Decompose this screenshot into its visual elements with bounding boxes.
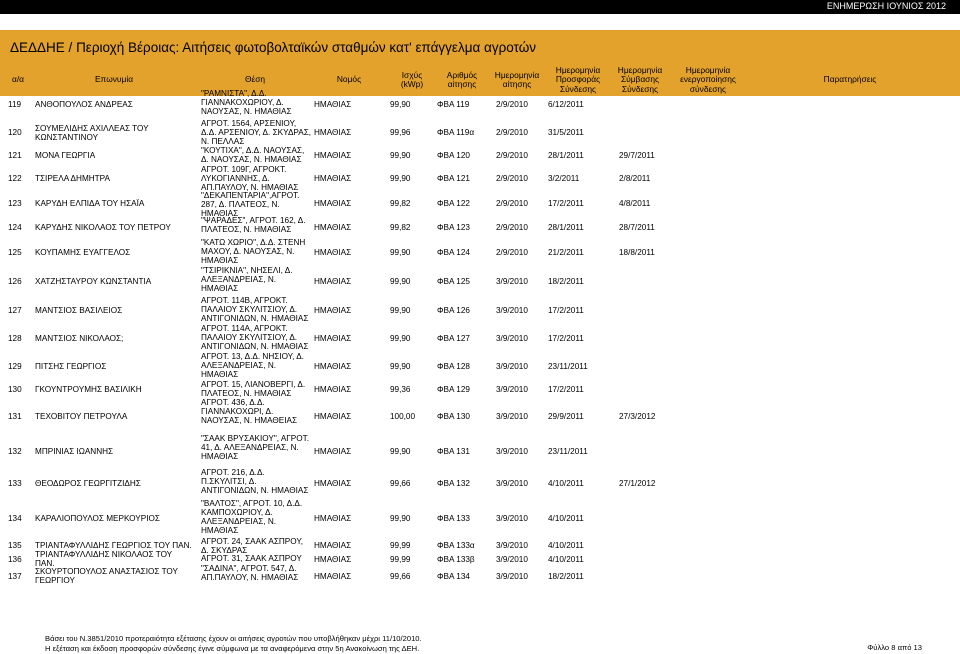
position-cell: ΑΓΡΟΤ. 1564, ΑΡΣΕΝΙΟΥ, Δ.Δ. ΑΡΣΕΝΙΟΥ, Δ. ΣΚΥΔΡΑΣ, Ν. ΠΕΛΛΑΣ — [201, 119, 312, 146]
power-cell: 99,90 — [390, 276, 411, 286]
offer-date-cell: 18/2/2011 — [548, 571, 584, 581]
offer-date-cell: 23/11/2011 — [548, 361, 588, 371]
name-cell: ΚΑΡΥΔΗ ΕΛΠΙΔΑ ΤΟΥ ΗΣΑΪΑ — [35, 199, 145, 209]
power-cell: 100,00 — [390, 411, 416, 421]
prefecture-cell: ΗΜΑΘΙΑΣ — [314, 199, 352, 209]
app-number-cell: ΦΒΑ 119 — [437, 99, 470, 109]
aa-cell: 129 — [8, 361, 22, 371]
position-cell: "ΚΟΥΤΙΧΑ", Δ.Δ. ΝΑΟΥΣΑΣ, Δ. ΝΑΟΥΣΑΣ, Ν. ΗΜΑΘΙΑΣ — [201, 146, 305, 164]
app-date-cell: 3/9/2010 — [496, 333, 528, 343]
app-number-cell: ΦΒΑ 133 — [437, 513, 470, 523]
app-date-cell: 2/9/2010 — [496, 99, 528, 109]
app-number-cell: ΦΒΑ 132 — [437, 479, 470, 489]
position-cell: ΑΓΡΟΤ. 24, ΣΑΑΚ ΑΣΠΡΟΥ, Δ. ΣΚΥΔΡΑΣ — [201, 537, 304, 555]
top-bar — [0, 0, 960, 14]
name-cell: ΣΚΟΥΡΤΟΠΟΥΛΟΣ ΑΝΑΣΤΑΣΙΟΣ ΤΟΥ ΓΕΩΡΓΙΟΥ — [35, 567, 178, 585]
offer-date-cell: 21/2/2011 — [548, 247, 584, 257]
aa-cell: 136 — [8, 554, 22, 564]
prefecture-cell: ΗΜΑΘΙΑΣ — [314, 305, 352, 315]
aa-cell: 137 — [8, 571, 22, 581]
position-cell: "ΒΑΛΤΟΣ", ΑΓΡΟΤ. 10, Δ.Δ. ΚΑΜΠΟΧΩΡΙΟΥ, Δ. ΑΛΕΞΑΝΔΡΕΙΑΣ, Ν. ΗΜΑΘΙΑΣ — [201, 499, 303, 535]
contract-date-cell — [619, 555, 664, 565]
power-cell: 99,96 — [390, 128, 411, 138]
power-cell: 99,90 — [390, 513, 411, 523]
position-cell: ΑΓΡΟΤ. 15, ΛΙΑΝΟΒΕΡΓΙ, Δ. ΠΛΑΤΕΟΣ, Ν. ΗΜΑΘΙΑΣ — [201, 380, 306, 398]
name-cell: ΠΙΤΣΗΣ ΓΕΩΡΓΙΟΣ — [35, 361, 107, 371]
contract-date-cell: 29/7/2011 — [619, 151, 655, 161]
contract-date-cell — [619, 435, 664, 469]
aa-cell: 124 — [8, 222, 22, 232]
contract-date-cell: 28/7/2011 — [619, 222, 655, 232]
contract-date-cell: 27/3/2012 — [619, 411, 656, 421]
offer-date-cell: 3/2/2011 — [548, 173, 580, 183]
aa-cell: 123 — [8, 199, 22, 209]
table-row — [0, 217, 960, 239]
contract-date-cell: 2/8/2011 — [619, 173, 651, 183]
contract-date-cell: 4/8/2011 — [619, 199, 651, 209]
offer-date-cell: 4/10/2011 — [548, 541, 584, 551]
name-cell: ΣΟΥΜΕΛΙΔΗΣ ΑΧΙΛΛΕΑΣ ΤΟΥ ΚΩΝΣΤΑΝΤΙΝΟΥ — [35, 123, 149, 142]
contract-date-cell — [619, 120, 664, 147]
name-cell: ΑΝΘΟΠΟΥΛΟΣ ΑΝΔΡΕΑΣ — [35, 99, 133, 109]
col-contract-date: Ημερομηνία Σύμβασης Σύνδεσης — [617, 64, 663, 94]
offer-date-cell: 17/2/2011 — [548, 199, 584, 209]
prefecture-cell: ΗΜΑΘΙΑΣ — [314, 247, 352, 257]
prefecture-cell: ΗΜΑΘΙΑΣ — [314, 173, 352, 183]
position-cell: ΑΓΡΟΤ. 114Β, ΑΓΡΟΚΤ. ΠΑΛΑΙΟΥ ΣΚΥΛΙΤΣΙΟΥ, Δ. ΑΝΤΙΓΟΝΙΔΩΝ, Ν. ΗΜΑΘΙΑΣ — [201, 296, 309, 323]
footer-note-2: Η εξέταση και έκδοση προσφορών σύνδεσης έγινε σύμφωνα με τα αναφερόμενα στην 5η Ανακοίνωση της ΔΕΗ. — [45, 644, 420, 653]
offer-date-cell: 17/2/2011 — [548, 384, 584, 394]
power-cell: 99,90 — [390, 333, 411, 343]
power-cell: 99,90 — [390, 247, 411, 257]
table-row — [0, 325, 960, 353]
name-cell: ΜΑΝΤΣΙΟΣ ΒΑΣΙΛΕΙΟΣ — [35, 305, 123, 315]
app-number-cell: ΦΒΑ 133β — [437, 554, 475, 564]
page-title: ΔΕΔΔΗΕ / Περιοχή Βέροιας: Αιτήσεις φωτοβολταϊκών σταθμών κατ' επάγγελμα αγροτών — [10, 40, 537, 55]
aa-cell: 125 — [8, 247, 22, 257]
contract-date-cell — [619, 381, 664, 399]
position-cell: "ΔΕΚΑΠΕΝΤΑΡΙΑ",ΑΓΡΟΤ. 287, Δ. ΠΛΑΤΕΟΣ, Ν. ΗΜΑΘΙΑΣ — [201, 191, 300, 218]
name-cell: ΜΑΝΤΣΙΟΣ ΝΙΚΟΛΑΟΣ; — [35, 333, 124, 343]
update-label: ΕΝΗΜΕΡΩΣΗ ΙΟΥΝΙΟΣ 2012 — [826, 1, 946, 11]
table-row — [0, 500, 960, 538]
aa-cell: 119 — [8, 99, 22, 109]
power-cell: 99,90 — [390, 446, 411, 456]
contract-date-cell — [619, 267, 664, 297]
col-position: Θέση — [244, 74, 266, 85]
app-number-cell: ΦΒΑ 131 — [437, 446, 470, 456]
offer-date-cell: 31/5/2011 — [548, 128, 584, 138]
app-date-cell: 3/9/2010 — [496, 479, 528, 489]
col-prefecture: Νομός — [336, 74, 362, 85]
prefecture-cell: ΗΜΑΘΙΑΣ — [314, 541, 352, 551]
aa-cell: 130 — [8, 384, 22, 394]
app-number-cell: ΦΒΑ 133α — [437, 541, 475, 551]
app-date-cell: 3/9/2010 — [496, 361, 528, 371]
prefecture-cell: ΗΜΑΘΙΑΣ — [314, 222, 352, 232]
col-power: Ισχύς (kWp) — [400, 69, 424, 89]
power-cell: 99,36 — [390, 384, 411, 394]
position-cell: "ΡΑΜΝΙΣΤΑ", Δ.Δ. ΓΙΑΝΝΑΚΟΧΩΡΙΟΥ, Δ. ΝΑΟΥΣΑΣ, Ν. ΗΜΑΘΙΑΣ — [201, 89, 292, 116]
app-date-cell: 3/9/2010 — [496, 411, 528, 421]
app-date-cell: 2/9/2010 — [496, 173, 528, 183]
position-cell: "ΚΑΤΩ ΧΩΡΙΟ", Δ.Δ. ΣΤΕΝΗ ΜΑΧΟΥ, Δ. ΝΑΟΥΣΑΣ, Ν. ΗΜΑΘΙΑΣ — [201, 238, 306, 265]
name-cell: ΚΑΡΑΛΙΟΠΟΥΛΟΣ ΜΕΡΚΟΥΡΙΟΣ — [35, 513, 160, 523]
app-number-cell: ΦΒΑ 126 — [437, 305, 470, 315]
power-cell: 99,90 — [390, 305, 411, 315]
app-date-cell: 2/9/2010 — [496, 247, 528, 257]
contract-date-cell — [619, 353, 664, 381]
offer-date-cell: 4/10/2011 — [548, 479, 584, 489]
position-cell: ΑΓΡΟΤ. 13, Δ.Δ. ΝΗΣΙΟΥ, Δ. ΑΛΕΞΑΝΔΡΕΙΑΣ, Ν. ΗΜΑΘΙΑΣ — [201, 352, 304, 379]
contract-date-cell: 27/1/2012 — [619, 479, 656, 489]
offer-date-cell: 28/1/2011 — [548, 151, 584, 161]
table-row — [0, 381, 960, 399]
table-row — [0, 120, 960, 147]
power-cell: 99,90 — [390, 361, 411, 371]
prefecture-cell: ΗΜΑΘΙΑΣ — [314, 99, 352, 109]
app-date-cell: 3/9/2010 — [496, 384, 528, 394]
prefecture-cell: ΗΜΑΘΙΑΣ — [314, 411, 352, 421]
position-cell: ΑΓΡΟΤ. 109Γ, ΑΓΡΟΚΤ. ΛΥΚΟΓΙΑΝΝΗΣ, Δ. ΑΠ.ΠΑΥΛΟΥ, Ν. ΗΜΑΘΙΑΣ — [201, 165, 299, 192]
app-number-cell: ΦΒΑ 124 — [437, 247, 470, 257]
aa-cell: 121 — [8, 151, 22, 161]
table-row — [0, 239, 960, 267]
contract-date-cell — [619, 325, 664, 353]
app-date-cell: 3/9/2010 — [496, 541, 528, 551]
prefecture-cell: ΗΜΑΘΙΑΣ — [314, 384, 352, 394]
table-row — [0, 166, 960, 192]
prefecture-cell: ΗΜΑΘΙΑΣ — [314, 446, 352, 456]
table-row — [0, 192, 960, 217]
app-number-cell: ΦΒΑ 121 — [437, 173, 470, 183]
app-date-cell: 2/9/2010 — [496, 222, 528, 232]
app-date-cell: 3/9/2010 — [496, 513, 528, 523]
name-cell: ΜΟΝΑ ΓΕΩΡΓΙΑ — [35, 151, 96, 161]
prefecture-cell: ΗΜΑΘΙΑΣ — [314, 361, 352, 371]
app-date-cell: 2/9/2010 — [496, 128, 528, 138]
offer-date-cell: 18/2/2011 — [548, 276, 584, 286]
prefecture-cell: ΗΜΑΘΙΑΣ — [314, 513, 352, 523]
aa-cell: 132 — [8, 446, 22, 456]
contract-date-cell — [619, 90, 664, 120]
prefecture-cell: ΗΜΑΘΙΑΣ — [314, 479, 352, 489]
app-number-cell: ΦΒΑ 129 — [437, 384, 470, 394]
power-cell: 99,66 — [390, 479, 411, 489]
offer-date-cell: 6/12/2011 — [548, 99, 584, 109]
power-cell: 99,90 — [390, 151, 411, 161]
offer-date-cell: 4/10/2011 — [548, 554, 584, 564]
prefecture-cell: ΗΜΑΘΙΑΣ — [314, 571, 352, 581]
name-cell: ΤΣΙΡΕΛΑ ΔΗΜΗΤΡΑ — [35, 173, 110, 183]
power-cell: 99,90 — [390, 173, 411, 183]
offer-date-cell: 29/9/2011 — [548, 411, 584, 421]
app-number-cell: ΦΒΑ 134 — [437, 571, 470, 581]
col-remarks: Παρατηρήσεις — [823, 74, 877, 85]
app-number-cell: ΦΒΑ 123 — [437, 222, 470, 232]
position-cell: "ΤΣΙΡΙΚΝΙΑ", ΝΗΣΕΛΙ, Δ. ΑΛΕΞΑΝΔΡΕΙΑΣ, Ν. ΗΜΑΘΙΑΣ — [201, 266, 293, 293]
table-row — [0, 435, 960, 469]
app-number-cell: ΦΒΑ 122 — [437, 199, 470, 209]
contract-date-cell — [619, 565, 664, 589]
table-row — [0, 147, 960, 166]
name-cell: ΘΕΟΔΩΡΟΣ ΓΕΩΡΓΙΤΖΙΔΗΣ — [35, 479, 141, 489]
position-cell: ΑΓΡΟΤ. 436, Δ.Δ. ΓΙΑΝΝΑΚΟΧΩΡΙ, Δ. ΝΑΟΥΣΑΣ, Ν. ΗΜΑΘΕΙΑΣ — [201, 398, 298, 425]
app-date-cell: 3/9/2010 — [496, 305, 528, 315]
page-number: Φύλλο 8 από 13 — [867, 643, 922, 652]
aa-cell: 120 — [8, 128, 22, 138]
contract-date-cell: 18/8/2011 — [619, 247, 655, 257]
name-cell: ΤΕΧΟΒΙΤΟΥ ΠΕΤΡΟΥΛΑ — [35, 411, 128, 421]
name-cell: ΧΑΤΖΗΣΤΑΥΡΟΥ ΚΩΝΣΤΑΝΤΙΑ — [35, 276, 152, 286]
power-cell: 99,82 — [390, 199, 411, 209]
app-date-cell: 3/9/2010 — [496, 554, 528, 564]
col-name: Επωνυμία — [94, 74, 134, 85]
app-number-cell: ΦΒΑ 127 — [437, 333, 470, 343]
contract-date-cell — [619, 297, 664, 325]
contract-date-cell — [619, 538, 664, 555]
app-number-cell: ΦΒΑ 130 — [437, 411, 470, 421]
name-cell: ΜΠΡΙΝΙΑΣ ΙΩΑΝΝΗΣ — [35, 446, 114, 456]
prefecture-cell: ΗΜΑΘΙΑΣ — [314, 276, 352, 286]
col-activation-date: Ημερομηνία ενεργοποίησης σύνδεσης — [680, 64, 736, 94]
position-cell: ΑΓΡΟΤ. 114Α, ΑΓΡΟΚΤ. ΠΑΛΑΙΟΥ ΣΚΥΛΙΤΣΙΟΥ, Δ. ΑΝΤΙΓΟΝΙΔΩΝ, Ν. ΗΜΑΘΙΑΣ — [201, 324, 309, 351]
table-row — [0, 353, 960, 381]
aa-cell: 133 — [8, 479, 22, 489]
power-cell: 99,66 — [390, 571, 411, 581]
position-cell: ΑΓΡΟΤ. 216, Δ.Δ. Π.ΣΚΥΛΙΤΣΙ, Δ. ΑΝΤΙΓΟΝΙΔΩΝ, Ν. ΗΜΑΘΙΑΣ — [201, 468, 309, 495]
aa-cell: 126 — [8, 276, 22, 286]
contract-date-cell — [619, 500, 664, 538]
aa-cell: 131 — [8, 411, 22, 421]
name-cell: ΤΡΙΑΝΤΑΦΥΛΛΙΔΗΣ ΓΕΩΡΓΙΟΣ ΤΟΥ ΠΑΝ. — [35, 541, 192, 551]
offer-date-cell: 28/1/2011 — [548, 222, 584, 232]
table-row — [0, 399, 960, 435]
app-number-cell: ΦΒΑ 125 — [437, 276, 470, 286]
position-cell: "ΨΑΡΑΔΕΣ", ΑΓΡΟΤ. 162, Δ. ΠΛΑΤΕΟΣ, Ν. ΗΜΑΘΙΑΣ — [201, 216, 306, 234]
app-date-cell: 2/9/2010 — [496, 199, 528, 209]
power-cell: 99,82 — [390, 222, 411, 232]
offer-date-cell: 17/2/2011 — [548, 333, 584, 343]
prefecture-cell: ΗΜΑΘΙΑΣ — [314, 333, 352, 343]
aa-cell: 128 — [8, 333, 22, 343]
power-cell: 99,99 — [390, 554, 411, 564]
position-cell: "ΣΑΑΚ ΒΡΥΣΑΚΙΟΥ", ΑΓΡΟΤ. 41, Δ. ΑΛΕΞΑΝΔΡΕΙΑΣ, Ν. ΗΜΑΘΙΑΣ — [201, 434, 310, 461]
name-cell: ΤΡΙΑΝΤΑΦΥΛΛΙΔΗΣ ΝΙΚΟΛΑΟΣ ΤΟΥ ΠΑΝ. — [35, 550, 172, 568]
app-date-cell: 3/9/2010 — [496, 571, 528, 581]
power-cell: 99,99 — [390, 541, 411, 551]
col-app-date: Ημερομηνία αίτησης — [494, 69, 540, 89]
aa-cell: 135 — [8, 541, 22, 551]
offer-date-cell: 4/10/2011 — [548, 513, 584, 523]
offer-date-cell: 23/11/2011 — [548, 446, 588, 456]
name-cell: ΚΟΥΠΑΜΗΣ ΕΥΑΓΓΕΛΟΣ — [35, 247, 131, 257]
name-cell: ΓΚΟΥΝΤΡΟΥΜΗΣ ΒΑΣΙΛΙΚΗ — [35, 384, 142, 394]
aa-cell: 134 — [8, 513, 22, 523]
aa-cell: 122 — [8, 173, 22, 183]
app-date-cell: 2/9/2010 — [496, 151, 528, 161]
table-row — [0, 565, 960, 589]
table-row — [0, 469, 960, 500]
col-aa: α/α — [11, 74, 24, 85]
prefecture-cell: ΗΜΑΘΙΑΣ — [314, 554, 352, 564]
table-row — [0, 267, 960, 297]
aa-cell: 127 — [8, 305, 22, 315]
prefecture-cell: ΗΜΑΘΙΑΣ — [314, 128, 352, 138]
prefecture-cell: ΗΜΑΘΙΑΣ — [314, 151, 352, 161]
app-number-cell: ΦΒΑ 119α — [437, 128, 475, 138]
table-row — [0, 550, 960, 568]
name-cell: ΚΑΡΥΔΗΣ ΝΙΚΟΛΑΟΣ ΤΟΥ ΠΕΤΡΟΥ — [35, 222, 171, 232]
col-app-number: Αριθμός αίτησης — [446, 69, 478, 89]
table-row — [0, 297, 960, 325]
position-cell: ΑΓΡΟΤ. 31, ΣΑΑΚ ΑΣΠΡΟΥ — [201, 554, 302, 563]
table-row — [0, 90, 960, 120]
col-offer-date: Ημερομηνία Προσφοράς Σύνδεσης — [555, 64, 601, 94]
offer-date-cell: 17/2/2011 — [548, 305, 584, 315]
position-cell: "ΣΑΔΙΝΑ", ΑΓΡΟΤ. 547, Δ. ΑΠ.ΠΑΥΛΟΥ, Ν. ΗΜΑΘΙΑΣ — [201, 564, 299, 582]
app-number-cell: ΦΒΑ 120 — [437, 151, 470, 161]
footer-note-1: Βάσει του Ν.3851/2010 προτεραιότητα εξέτασης έχουν οι αιτήσεις αγροτών που υποβλήθηκαν μέχρι 11/10/2010. — [45, 634, 422, 643]
app-number-cell: ΦΒΑ 128 — [437, 361, 470, 371]
power-cell: 99,90 — [390, 99, 411, 109]
app-date-cell: 3/9/2010 — [496, 276, 528, 286]
app-date-cell: 3/9/2010 — [496, 446, 528, 456]
